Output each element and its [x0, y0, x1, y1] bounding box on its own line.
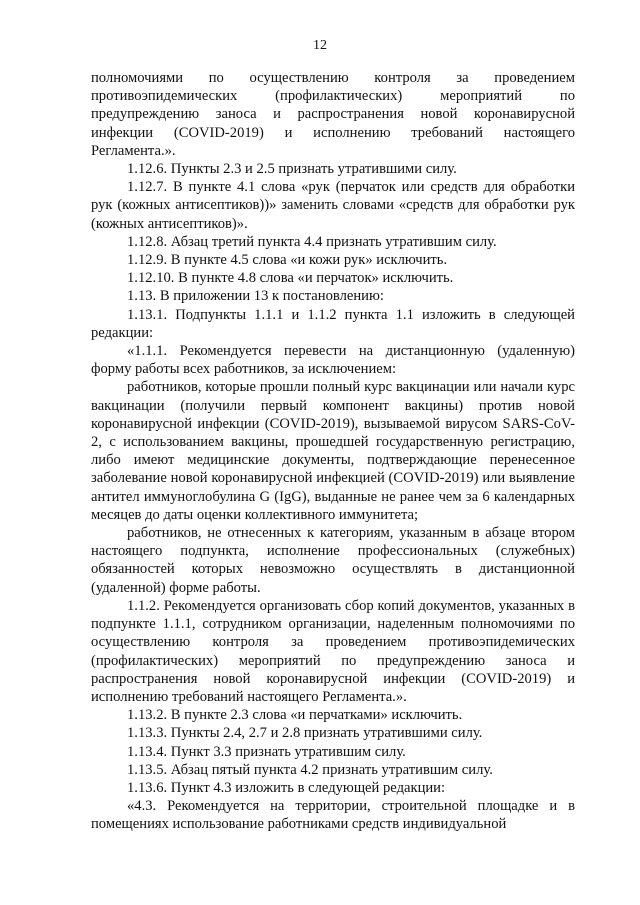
paragraph-1-13-2: 1.13.2. В пункте 2.3 слова «и перчатками» исключить. — [127, 707, 463, 724]
paragraph-exception-other: работников, не отнесенных к категориям, указанным в абзаце втором настоящего подпункта, исполнение профессиональных (служебных) обязанностей которых невозможно осуществлять в дистанционной (удаленной) форме работы. — [91, 525, 575, 596]
paragraph-1-1-1: «1.1.1. Рекомендуется перевести на дистанционную (удаленную) форму работы всех работников, за исключением: — [91, 343, 575, 378]
paragraph-continuation: полномочиями по осуществлению контроля за проведением противоэпидемических (профилактических) мероприятий по предупреждению заноса и распространения новой коронавирусной инфекции (COVID-2019) и исполнению требований настоящего Регламента.». — [91, 70, 575, 159]
paragraph-1-12-9: 1.12.9. В пункте 4.5 слова «и кожи рук» исключить. — [127, 252, 448, 269]
paragraph-1-12-6: 1.12.6. Пункты 2.3 и 2.5 признать утратившими силу. — [127, 161, 457, 178]
paragraph-1-1-2: 1.1.2. Рекомендуется организовать сбор копий документов, указанных в подпункте 1.1.1, сотрудником организации, наделенным полномочиями по осуществлению контроля за проведением противоэпидемических (профилактических) мероприятий по предупреждению заноса и распространения новой коронавирусной инфекции (COVID-2019) и исполнению требований настоящего Регламента.». — [91, 597, 575, 705]
paragraph-1-13-6: 1.13.6. Пункт 4.3 изложить в следующей редакции: — [127, 779, 446, 796]
paragraph-4-3: «4.3. Рекомендуется на территории, строительной площадке и в помещениях использование работниками средств индивидуальной — [91, 798, 575, 833]
paragraph-1-13-3: 1.13.3. Пункты 2.4, 2.7 и 2.8 признать утратившими силу. — [127, 725, 483, 742]
paragraph-1-13-4: 1.13.4. Пункт 3.3 признать утратившим силу. — [127, 743, 406, 760]
paragraph-exception-vaccinated: работников, которые прошли полный курс вакцинации или начали курс вакцинации (получили первый компонент вакцины) против новой коронавирусной инфекции (COVID-2019), вызываемой вирусом SARS-CoV-2, с использованием вакцины, прошедшей государственную регистрацию, либо имеют медицинские документы, подтверждающие перенесенное заболевание новой коронавирусной инфекцией (COVID-2019) или выявление антител иммуноглобулина G (IgG), выданные не ранее чем за 6 календарных месяцев до даты оценки коллективного иммунитета; — [91, 379, 575, 523]
paragraph-1-12-8: 1.12.8. Абзац третий пункта 4.4 признать утратившим силу. — [127, 233, 497, 250]
paragraph-1-13: 1.13. В приложении 13 к постановлению: — [127, 288, 384, 305]
paragraph-1-12-10: 1.12.10. В пункте 4.8 слова «и перчаток» исключить. — [127, 270, 454, 287]
document-body — [91, 69, 575, 834]
paragraph-1-13-5: 1.13.5. Абзац пятый пункта 4.2 признать утратившим силу. — [127, 761, 493, 778]
paragraph-1-12-7: 1.12.7. В пункте 4.1 слова «рук (перчаток или средств для обработки рук (кожных антисептиков))» заменить словами «средств для обработки рук (кожных антисептиков)». — [91, 179, 575, 232]
page-number: 12 — [313, 38, 327, 53]
paragraph-1-13-1: 1.13.1. Подпункты 1.1.1 и 1.1.2 пункта 1.1 изложить в следующей редакции: — [91, 306, 575, 341]
